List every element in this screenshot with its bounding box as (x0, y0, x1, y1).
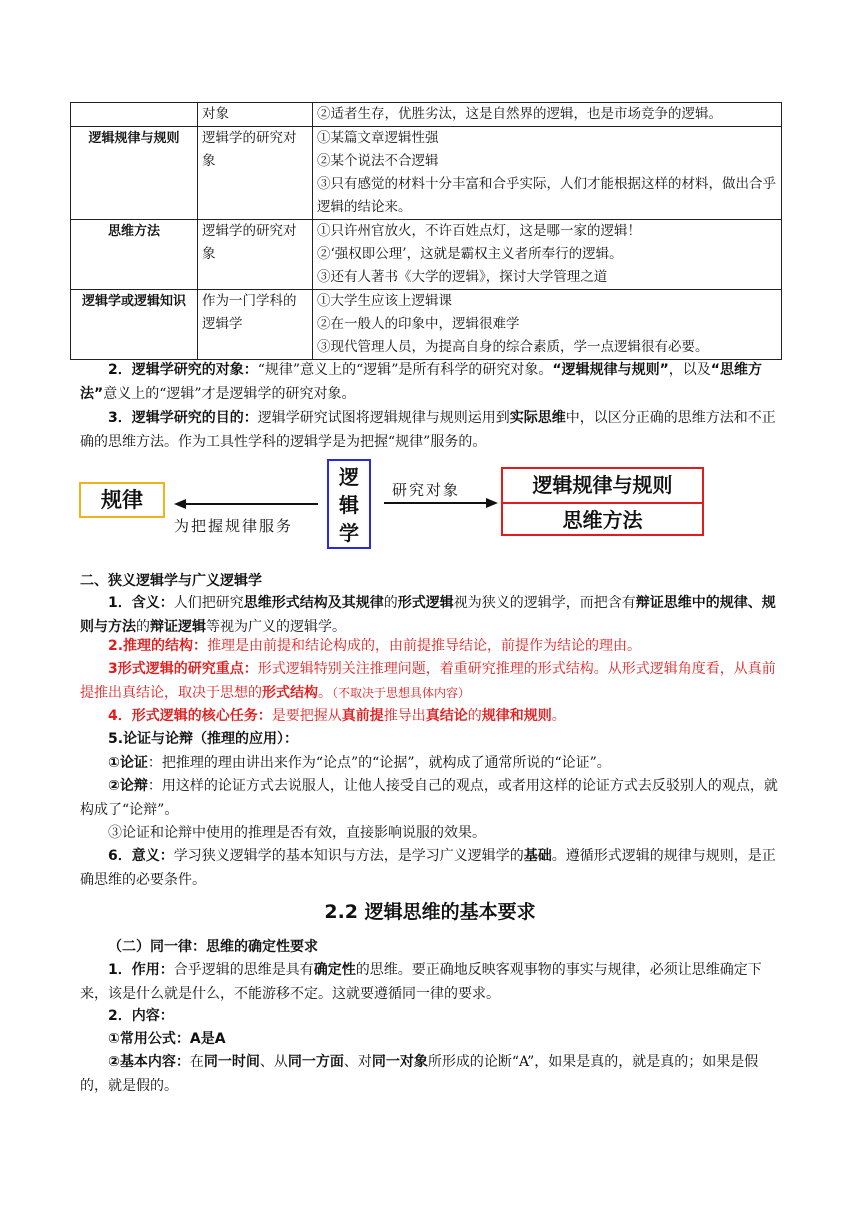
paragraph-argument: ①论证：把推理的理由讲出来作为“论点”的“论据”，就构成了通常所说的“论证”。 (108, 755, 611, 771)
table-meaning-cell: 逻辑学的研究对象 (198, 220, 313, 290)
section-title: 2.2 逻辑思维的基本要求 (324, 901, 536, 923)
table-example: ③现代管理人员，为提高自身的综合素质，学一点逻辑很有必要。 (317, 339, 709, 355)
table-example: ③只有感觉的材料十分丰富和合乎实际，人们才能根据这样的材料，做出合乎逻辑的结论来。 (317, 176, 776, 215)
table-example: ②适者生存，优胜劣汰，这是自然界的逻辑，也是市场竞争的逻辑。 (317, 106, 722, 122)
paragraph-research-object: 2．逻辑学研究的对象：“规律”意义上的“逻辑”是所有科学的研究对象。“逻辑规律与规则”，以及“思维方法”意义上的“逻辑”才是逻辑学的研究对象。 (80, 362, 762, 402)
paragraph-core-task: 4．形式逻辑的核心任务：是要把握从真前提推导出真结论的规律和规则。 (108, 708, 566, 724)
table-examples-cell (313, 103, 782, 127)
paragraph-research-purpose: 3．逻辑学研究的目的：逻辑学研究试图将逻辑规律与规则运用到实际思维中，以区分正确的思维方法和不正确的思维方法。作为工具性学科的逻辑学是为把握“规律”服务的。 (80, 410, 776, 450)
table-example: ②‘强权即公理’，这就是霸权主义者所奉行的逻辑。 (317, 246, 623, 262)
table-meaning-cell: 逻辑学的研究对象 (198, 127, 313, 220)
paragraph-basic-content: ②基本内容：在同一时间、从同一方面、对同一对象所形成的论断“A”，如果是真的，就是真的；如果是假的，就是假的。 (80, 1054, 759, 1094)
paragraph-definition: 1．含义：人们把研究思维形式结构及其规律的形式逻辑视为狭义的逻辑学，而把含有辩证思维中的规律、规则与方法的辩证逻辑等视为广义的逻辑学。 (80, 595, 776, 635)
subsection-heading: （二）同一律：思维的确定性要求 (108, 939, 318, 955)
table-example: ①大学生应该上逻辑课 (317, 293, 452, 309)
paragraph-debate: ②论辩：用这样的论证方式去说服人，让他人接受自己的观点，或者用这样的论证方式去反驳别人的观点，就构成了“论辩”。 (80, 778, 778, 818)
table-row (71, 103, 782, 127)
paragraph-formula: ①常用公式：A是A (108, 1031, 226, 1047)
table-example: ①只许州官放火，不许百姓点灯，这是哪一家的逻辑！ (317, 223, 641, 239)
table-row (71, 220, 782, 290)
table-meaning-cell: 对象 (198, 103, 313, 127)
table-example: ③还有人著书《大学的逻辑》，探讨大学管理之道 (317, 269, 608, 285)
paragraph-reasoning-structure: 2.推理的结构：推理是由前提和结论构成的，由前提推导结论，前提作为结论的理由。 (108, 638, 642, 654)
section-heading: 二、狭义逻辑学与广义逻辑学 (80, 573, 262, 589)
paragraph-formal-logic-focus: 3形式逻辑的研究重点：形式逻辑特别关注推理问题，着重研究推理的形式结构。从形式逻辑角度看，从真前提推出真结论，取决于思想的形式结构。（不取决于思想具体内容） (80, 661, 776, 701)
paragraph-significance: 6．意义：学习狭义逻辑学的基本知识与方法，是学习广义逻辑学的基础。遵循形式逻辑的规律与规则，是正确思维的必要条件。 (80, 848, 776, 888)
diagram-label-serve: 为把握规律服务 (174, 517, 294, 535)
diagram-objects-box (501, 467, 704, 536)
table-meaning-cell: 作为一门学科的逻辑学 (198, 290, 313, 360)
table-example: ①某篇文章逻辑性强 (317, 130, 439, 146)
left-arrow-icon (174, 499, 318, 509)
paragraph-argument-heading: 5.论证与论辩（推理的应用）： (108, 731, 299, 747)
diagram-rules-cell: 逻辑规律与规则 (503, 469, 702, 504)
diagram-label-object: 研究对象 (392, 481, 461, 499)
table-term-cell (71, 103, 198, 127)
table-examples-cell (313, 220, 782, 290)
paragraph-function: 1．作用：合乎逻辑的思维是具有确定性的思维。要正确地反映客观事物的事实与规律，必须让思维确定下来，该是什么就是什么，不能游移不定。这就要遵循同一律的要求。 (80, 962, 762, 1002)
table-term-cell: 逻辑学或逻辑知识 (71, 290, 198, 360)
table-example: ②某个说法不合逻辑 (317, 153, 439, 169)
diagram-law-box: 规律 (79, 482, 165, 518)
table-term-cell: 思维方法 (71, 220, 198, 290)
diagram-method-cell: 思维方法 (562, 508, 643, 532)
paragraph-effect: ③论证和论辩中使用的推理是否有效，直接影响说服的效果。 (108, 825, 486, 841)
table-row (71, 127, 782, 220)
diagram-logic-box: 逻 辑 学 (327, 459, 371, 549)
table-example: ②在一般人的印象中，逻辑很难学 (317, 316, 520, 332)
table-examples-cell (313, 127, 782, 220)
table-term-cell: 逻辑规律与规则 (71, 127, 198, 220)
logic-meaning-table (70, 102, 782, 360)
table-row (71, 290, 782, 360)
table-examples-cell (313, 290, 782, 360)
paragraph-content-heading: 2．内容： (108, 1008, 174, 1024)
